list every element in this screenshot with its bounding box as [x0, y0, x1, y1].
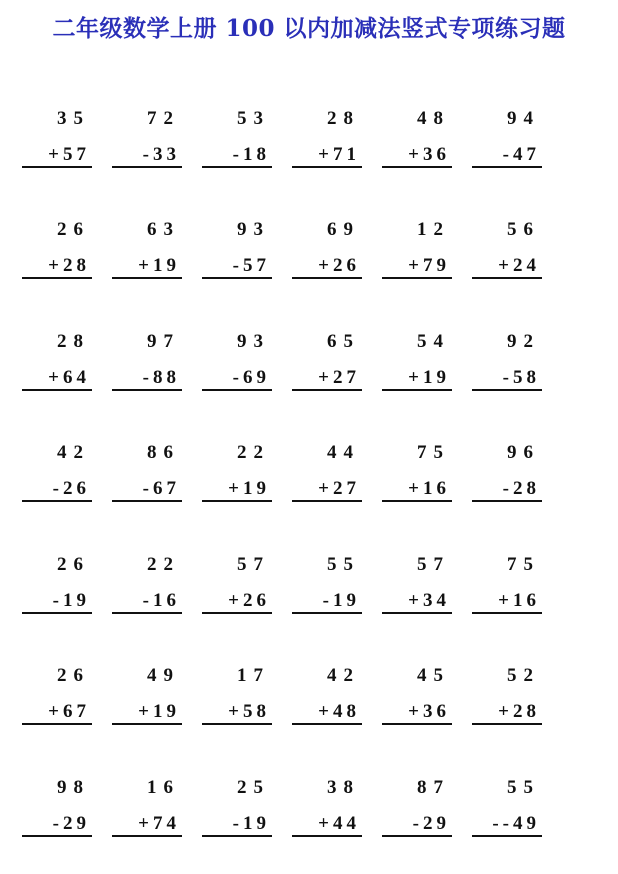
answer-line [22, 723, 92, 725]
problem-top-number: 55 [327, 554, 360, 575]
answer-line [382, 723, 452, 725]
problem-top-number: 93 [237, 219, 270, 240]
problem-operand: -58 [502, 367, 540, 388]
vertical-problem [14, 777, 104, 847]
problem-operand: -19 [52, 590, 90, 611]
answer-line [292, 835, 362, 837]
problem-operand: +44 [318, 813, 360, 834]
problem-operand: +58 [228, 701, 270, 722]
problem-top-number: 53 [237, 108, 270, 129]
vertical-problem [194, 554, 284, 624]
problem-operand: +28 [48, 255, 90, 276]
answer-line [22, 835, 92, 837]
worksheet-title: 二年级数学上册 100 以内加减法竖式专项练习题 [52, 15, 566, 42]
problem-top-number: 65 [327, 331, 360, 352]
answer-line [472, 500, 542, 502]
vertical-problem [104, 219, 194, 289]
answer-line [22, 277, 92, 279]
vertical-problem [374, 219, 464, 289]
problem-top-number: 63 [147, 219, 180, 240]
problem-operand: -18 [232, 144, 270, 165]
problem-top-number: 92 [507, 331, 540, 352]
problem-operand: -69 [232, 367, 270, 388]
answer-line [22, 500, 92, 502]
answer-line [202, 723, 272, 725]
vertical-problem [464, 665, 554, 735]
problem-top-number: 35 [57, 108, 90, 129]
answer-line [382, 612, 452, 614]
problem-operand: -16 [142, 590, 180, 611]
problem-top-number: 75 [417, 442, 450, 463]
answer-line [22, 389, 92, 391]
answer-line [472, 277, 542, 279]
problem-row [0, 108, 618, 178]
answer-line [112, 500, 182, 502]
vertical-problem [464, 219, 554, 289]
answer-line [112, 166, 182, 168]
problem-operand: +27 [318, 367, 360, 388]
vertical-problem [104, 331, 194, 401]
problem-operand: +64 [48, 367, 90, 388]
vertical-problem [284, 554, 374, 624]
problem-top-number: 69 [327, 219, 360, 240]
problem-operand: +71 [318, 144, 360, 165]
vertical-problem [104, 442, 194, 512]
answer-line [292, 500, 362, 502]
vertical-problem [374, 554, 464, 624]
problem-operand: -47 [502, 144, 540, 165]
problem-operand: +19 [138, 701, 180, 722]
problem-top-number: 86 [147, 442, 180, 463]
problem-operand: -29 [52, 813, 90, 834]
problem-operand: +74 [138, 813, 180, 834]
answer-line [292, 166, 362, 168]
vertical-problem [14, 108, 104, 178]
vertical-problem [14, 665, 104, 735]
answer-line [472, 166, 542, 168]
vertical-problem [194, 331, 284, 401]
problem-top-number: 22 [147, 554, 180, 575]
problem-row [0, 331, 618, 401]
problem-row [0, 665, 618, 735]
answer-line [202, 835, 272, 837]
answer-line [292, 612, 362, 614]
vertical-problem [194, 442, 284, 512]
problem-operand: +36 [408, 701, 450, 722]
vertical-problem [14, 554, 104, 624]
answer-line [292, 389, 362, 391]
problem-operand: +79 [408, 255, 450, 276]
problem-top-number: 49 [147, 665, 180, 686]
problem-top-number: 44 [327, 442, 360, 463]
problem-operand: -57 [232, 255, 270, 276]
vertical-problem [374, 108, 464, 178]
vertical-problem [104, 777, 194, 847]
answer-line [202, 389, 272, 391]
vertical-problem [464, 554, 554, 624]
problem-operand: -19 [232, 813, 270, 834]
vertical-problem [14, 331, 104, 401]
problem-operand: -29 [412, 813, 450, 834]
problem-operand: +26 [228, 590, 270, 611]
vertical-problem [104, 108, 194, 178]
vertical-problem [284, 442, 374, 512]
problem-operand: +16 [408, 478, 450, 499]
problem-operand: --49 [492, 813, 540, 834]
vertical-problem [194, 108, 284, 178]
problem-operand: +19 [228, 478, 270, 499]
problem-top-number: 38 [327, 777, 360, 798]
answer-line [112, 723, 182, 725]
problem-operand: +19 [138, 255, 180, 276]
vertical-problem [194, 219, 284, 289]
problem-operand: +19 [408, 367, 450, 388]
problem-operand: +36 [408, 144, 450, 165]
problem-top-number: 98 [57, 777, 90, 798]
vertical-problem [284, 108, 374, 178]
problem-top-number: 22 [237, 442, 270, 463]
answer-line [472, 389, 542, 391]
problem-operand: -19 [322, 590, 360, 611]
problem-top-number: 52 [507, 665, 540, 686]
answer-line [22, 612, 92, 614]
problem-operand: +24 [498, 255, 540, 276]
vertical-problem [104, 665, 194, 735]
problem-operand: +34 [408, 590, 450, 611]
vertical-problem [284, 219, 374, 289]
problem-operand: -26 [52, 478, 90, 499]
problem-top-number: 75 [507, 554, 540, 575]
problem-top-number: 17 [237, 665, 270, 686]
answer-line [382, 389, 452, 391]
problem-top-number: 93 [237, 331, 270, 352]
problem-top-number: 57 [237, 554, 270, 575]
answer-line [22, 166, 92, 168]
problem-top-number: 42 [327, 665, 360, 686]
problem-row [0, 777, 618, 847]
problem-operand: -88 [142, 367, 180, 388]
vertical-problem [464, 777, 554, 847]
problem-top-number: 16 [147, 777, 180, 798]
problem-top-number: 72 [147, 108, 180, 129]
answer-line [112, 835, 182, 837]
answer-line [112, 389, 182, 391]
answer-line [202, 500, 272, 502]
answer-line [472, 612, 542, 614]
problem-operand: +27 [318, 478, 360, 499]
answer-line [382, 166, 452, 168]
answer-line [202, 612, 272, 614]
problem-top-number: 94 [507, 108, 540, 129]
problem-operand: +57 [48, 144, 90, 165]
answer-line [292, 277, 362, 279]
vertical-problem [374, 331, 464, 401]
vertical-problem [374, 442, 464, 512]
problem-top-number: 28 [57, 331, 90, 352]
problem-top-number: 56 [507, 219, 540, 240]
problem-operand: +28 [498, 701, 540, 722]
problem-top-number: 42 [57, 442, 90, 463]
answer-line [112, 277, 182, 279]
problem-top-number: 26 [57, 665, 90, 686]
problem-row [0, 219, 618, 289]
problem-top-number: 96 [507, 442, 540, 463]
problem-operand: +67 [48, 701, 90, 722]
problem-operand: +48 [318, 701, 360, 722]
problem-top-number: 28 [327, 108, 360, 129]
vertical-problem [14, 219, 104, 289]
vertical-problem [464, 331, 554, 401]
problem-row [0, 442, 618, 512]
problem-operand: +26 [318, 255, 360, 276]
vertical-problem [374, 777, 464, 847]
problem-top-number: 54 [417, 331, 450, 352]
answer-line [472, 723, 542, 725]
answer-line [292, 723, 362, 725]
answer-line [202, 166, 272, 168]
problem-top-number: 45 [417, 665, 450, 686]
vertical-problem [374, 665, 464, 735]
vertical-problem [14, 442, 104, 512]
answer-line [202, 277, 272, 279]
problem-top-number: 25 [237, 777, 270, 798]
vertical-problem [194, 777, 284, 847]
problem-operand: +16 [498, 590, 540, 611]
problem-top-number: 26 [57, 554, 90, 575]
problem-operand: -28 [502, 478, 540, 499]
problem-top-number: 87 [417, 777, 450, 798]
vertical-problem [284, 665, 374, 735]
problem-operand: -67 [142, 478, 180, 499]
vertical-problem [284, 331, 374, 401]
problem-operand: -33 [142, 144, 180, 165]
answer-line [382, 835, 452, 837]
problem-row [0, 554, 618, 624]
vertical-problem [194, 665, 284, 735]
answer-line [382, 500, 452, 502]
vertical-problem [464, 442, 554, 512]
answer-line [112, 612, 182, 614]
problem-top-number: 48 [417, 108, 450, 129]
problem-top-number: 12 [417, 219, 450, 240]
problem-top-number: 57 [417, 554, 450, 575]
answer-line [382, 277, 452, 279]
vertical-problem [284, 777, 374, 847]
vertical-problem [104, 554, 194, 624]
problem-top-number: 97 [147, 331, 180, 352]
problem-top-number: 26 [57, 219, 90, 240]
problem-top-number: 55 [507, 777, 540, 798]
answer-line [472, 835, 542, 837]
vertical-problem [464, 108, 554, 178]
